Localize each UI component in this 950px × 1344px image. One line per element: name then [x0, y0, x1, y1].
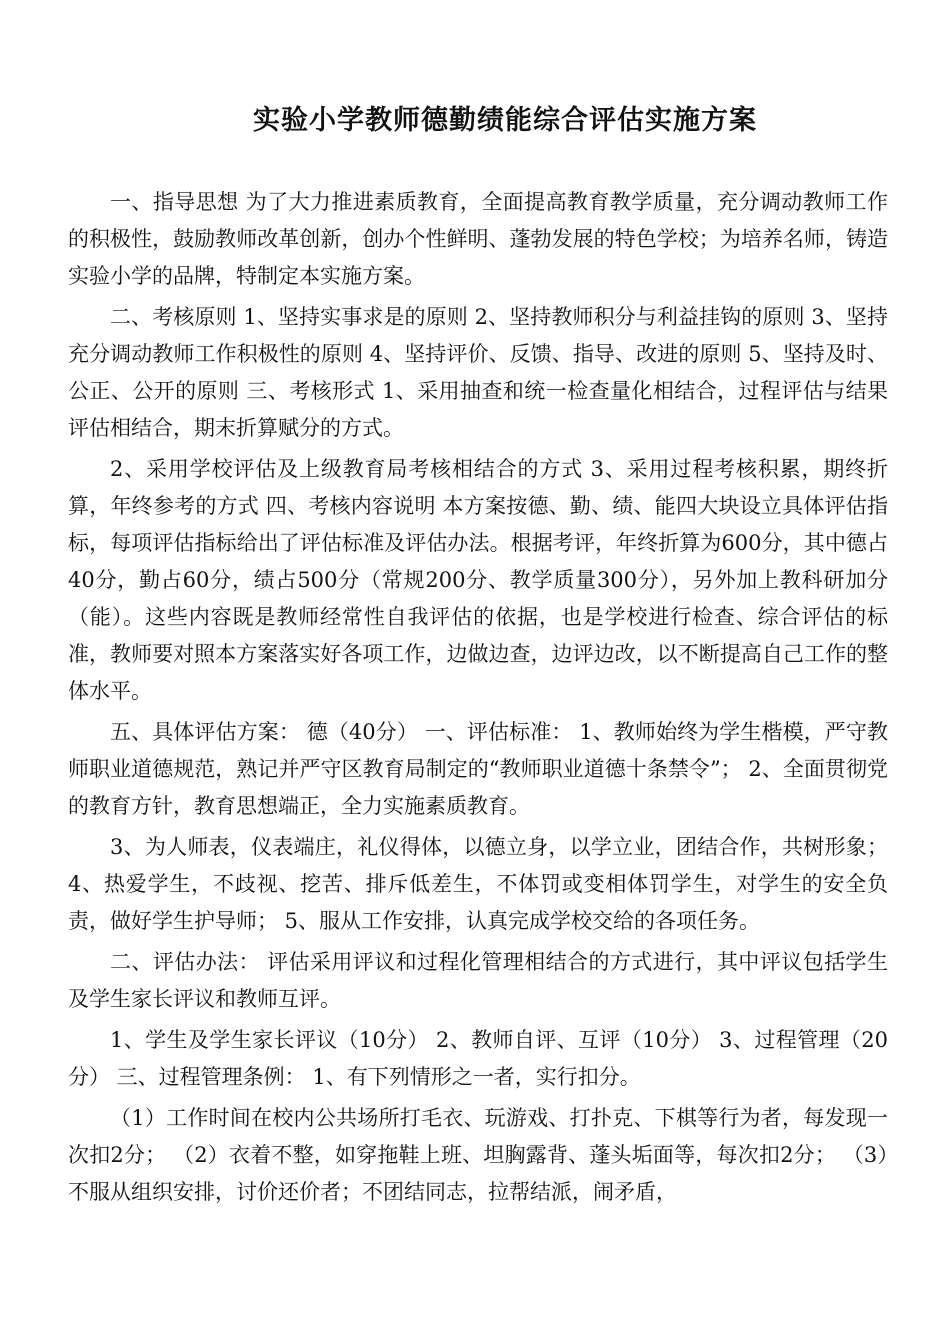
paragraph-deduction-rules: （1）工作时间在校内公共场所打毛衣、玩游戏、打扑克、下棋等行为者，每发现一次扣2分； （2）衣着不整，如穿拖鞋上班、坦胸露背、蓬头垢面等，每次扣2分； （3）不服从组织安排，讨价还价者；不团结同志，拉帮结派，闹矛盾，	[68, 1106, 888, 1204]
document-body	[68, 184, 888, 1211]
paragraph-evaluation-standards: 五、具体评估方案： 德（40分） 一、评估标准： 1、教师始终为学生楷模，严守教师职业道德规范，熟记并严守区教育局制定的“教师职业道德十条禁令”； 2、全面贯彻党的教育方针，教育思想端正，全力实施素质教育。	[68, 720, 888, 818]
paragraph-assessment-principles: 二、考核原则 1、坚持实事求是的原则 2、坚持教师积分与利益挂钩的原则 3、坚持充分调动教师工作积极性的原则 4、坚持评价、反馈、指导、改进的原则 5、坚持及时、公正、公开的原则 三、考核形式 1、采用抽查和统一检查量化相结合，过程评估与结果评估相结合，期末折算赋分的方式。	[68, 305, 888, 440]
paragraph-guiding-thought: 一、指导思想 为了大力推进素质教育，全面提高教育教学质量，充分调动教师工作的积极性，鼓励教师改革创新，创办个性鲜明、蓬勃发展的特色学校；为培养名师，铸造实验小学的品牌，特制定本实施方案。	[68, 190, 888, 288]
paragraph-score-breakdown: 1、学生及学生家长评议（10分） 2、教师自评、互评（10分） 3、过程管理（20分） 三、过程管理条例： 1、有下列情形之一者，实行扣分。	[68, 1028, 888, 1089]
document-title: 实验小学教师德勤绩能综合评估实施方案	[253, 105, 757, 136]
paragraph-teacher-conduct: 3、为人师表，仪表端庄，礼仪得体，以德立身，以学立业，团结合作，共树形象； 4、热爱学生，不歧视、挖苦、排斥低差生，不体罚或变相体罚学生，对学生的安全负责，做好学生护导师； 5、服从工作安排，认真完成学校交给的各项任务。	[68, 835, 888, 933]
paragraph-assessment-content: 2、采用学校评估及上级教育局考核相结合的方式 3、采用过程考核积累，期终折算，年终参考的方式 四、考核内容说明 本方案按德、勤、绩、能四大块设立具体评估指标，每项评估指标给出了评估标准及评估办法。根据考评，年终折算为600分，其中德占40分，勤占60分，绩占500分（常规200分、教学质量300分），另外加上教科研加分（能）。这些内容既是教师经常性自我评估的依据，也是学校进行检查、综合评估的标准，教师要对照本方案落实好各项工作，边做边查，边评边改，以不断提高自己工作的整体水平。	[68, 457, 888, 703]
paragraph-evaluation-method: 二、评估办法： 评估采用评议和过程化管理相结合的方式进行，其中评议包括学生及学生家长评议和教师互评。	[68, 950, 888, 1011]
